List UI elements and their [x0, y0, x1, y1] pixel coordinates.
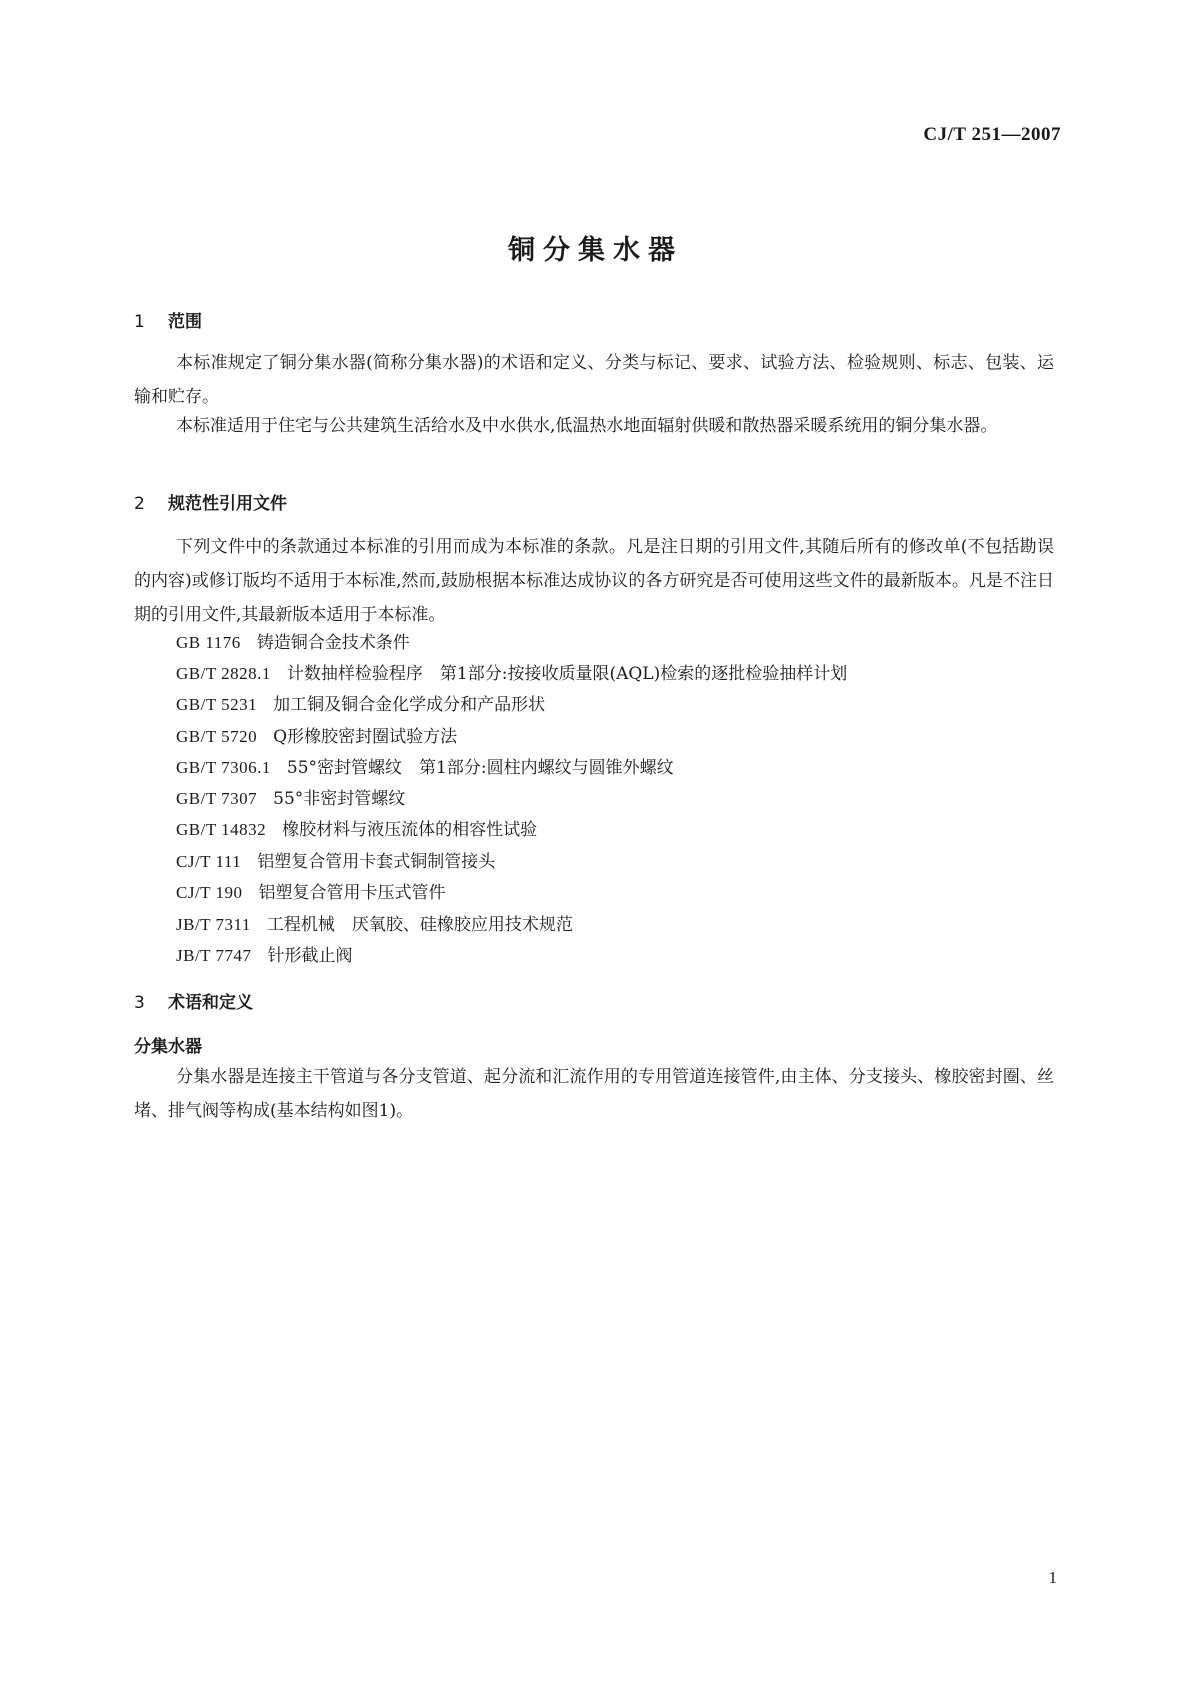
reference-code: GB/T 5720 — [176, 727, 258, 746]
reference-title: Q形橡胶密封圈试验方法 — [273, 727, 458, 747]
reference-code: GB/T 14832 — [176, 820, 267, 839]
reference-code: CJ/T 111 — [176, 852, 242, 871]
section-3-paragraph-1: 分集水器是连接主干管道与各分支管道、起分流和汇流作用的专用管道连接管件,由主体、分支接头、橡胶密封圈、丝堵、排气阀等构成(基本结构如图1)。 — [134, 1067, 1054, 1121]
reference-title: 橡胶材料与液压流体的相容性试验 — [282, 820, 538, 840]
section-3-heading — [134, 988, 253, 1013]
section-number: 1 — [134, 312, 145, 332]
reference-title: 铝塑复合管用卡套式铜制管接头 — [257, 852, 496, 872]
reference-item — [176, 910, 573, 935]
reference-item — [176, 941, 353, 966]
reference-item — [176, 628, 410, 653]
reference-item — [176, 784, 405, 809]
reference-item — [176, 722, 457, 747]
reference-title: 工程机械 厌氧胶、硅橡胶应用技术规范 — [266, 915, 573, 935]
reference-title: 铝塑复合管用卡压式管件 — [258, 883, 446, 903]
reference-code: GB/T 2828.1 — [176, 664, 271, 683]
section-number: 3 — [134, 993, 145, 1013]
reference-code: JB/T 7311 — [176, 915, 251, 934]
section-1-paragraph-1: 本标准规定了铜分集水器(简称分集水器)的术语和定义、分类与标记、要求、试验方法、检验规则、标志、包装、运输和贮存。 — [134, 353, 1054, 407]
reference-code: GB/T 5231 — [176, 695, 258, 714]
reference-code: GB 1176 — [176, 633, 241, 652]
reference-item — [176, 753, 674, 778]
section-2-paragraph-1: 下列文件中的条款通过本标准的引用而成为本标准的条款。凡是注日期的引用文件,其随后所有的修改单(不包括勘误的内容)或修订版均不适用于本标准,然而,鼓励根据本标准达成协议的各方研究是否可使用这些文件的最新版本。凡是不注日期的引用文件,其最新版本适用于本标准。 — [134, 537, 1054, 625]
reference-item — [176, 878, 446, 903]
reference-title: 55°密封管螺纹 第1部分:圆柱内螺纹与圆锥外螺纹 — [286, 758, 674, 778]
reference-title: 55°非密封管螺纹 — [273, 789, 406, 809]
section-2-heading — [134, 489, 287, 514]
reference-title: 铸造铜合金技术条件 — [256, 633, 410, 653]
section-number: 2 — [134, 494, 145, 514]
section-1-heading — [134, 307, 202, 332]
page-number: 1 — [1048, 1568, 1057, 1587]
reference-code: JB/T 7747 — [176, 946, 252, 965]
section-title: 术语和定义 — [168, 993, 253, 1013]
reference-title: 加工铜及铜合金化学成分和产品形状 — [273, 695, 546, 715]
section-1-paragraph-2: 本标准适用于住宅与公共建筑生活给水及中水供水,低温热水地面辐射供暖和散热器采暖系统用的铜分集水器。 — [176, 416, 998, 436]
reference-item — [176, 659, 847, 684]
reference-title: 针形截止阀 — [267, 946, 353, 966]
standard-code: CJ/T 251—2007 — [923, 124, 1061, 145]
section-title: 规范性引用文件 — [168, 494, 287, 514]
term-name: 分集水器 — [134, 1037, 202, 1057]
reference-title: 计数抽样检验程序 第1部分:按接收质量限(AQL)检索的逐批检验抽样计划 — [286, 664, 848, 684]
section-title: 范围 — [168, 312, 202, 332]
reference-code: GB/T 7306.1 — [176, 758, 271, 777]
reference-item — [176, 847, 495, 872]
reference-item — [176, 815, 537, 840]
reference-item — [176, 690, 545, 715]
reference-code: CJ/T 190 — [176, 883, 243, 902]
reference-code: GB/T 7307 — [176, 789, 258, 808]
document-title: 铜分集水器 — [508, 235, 683, 266]
